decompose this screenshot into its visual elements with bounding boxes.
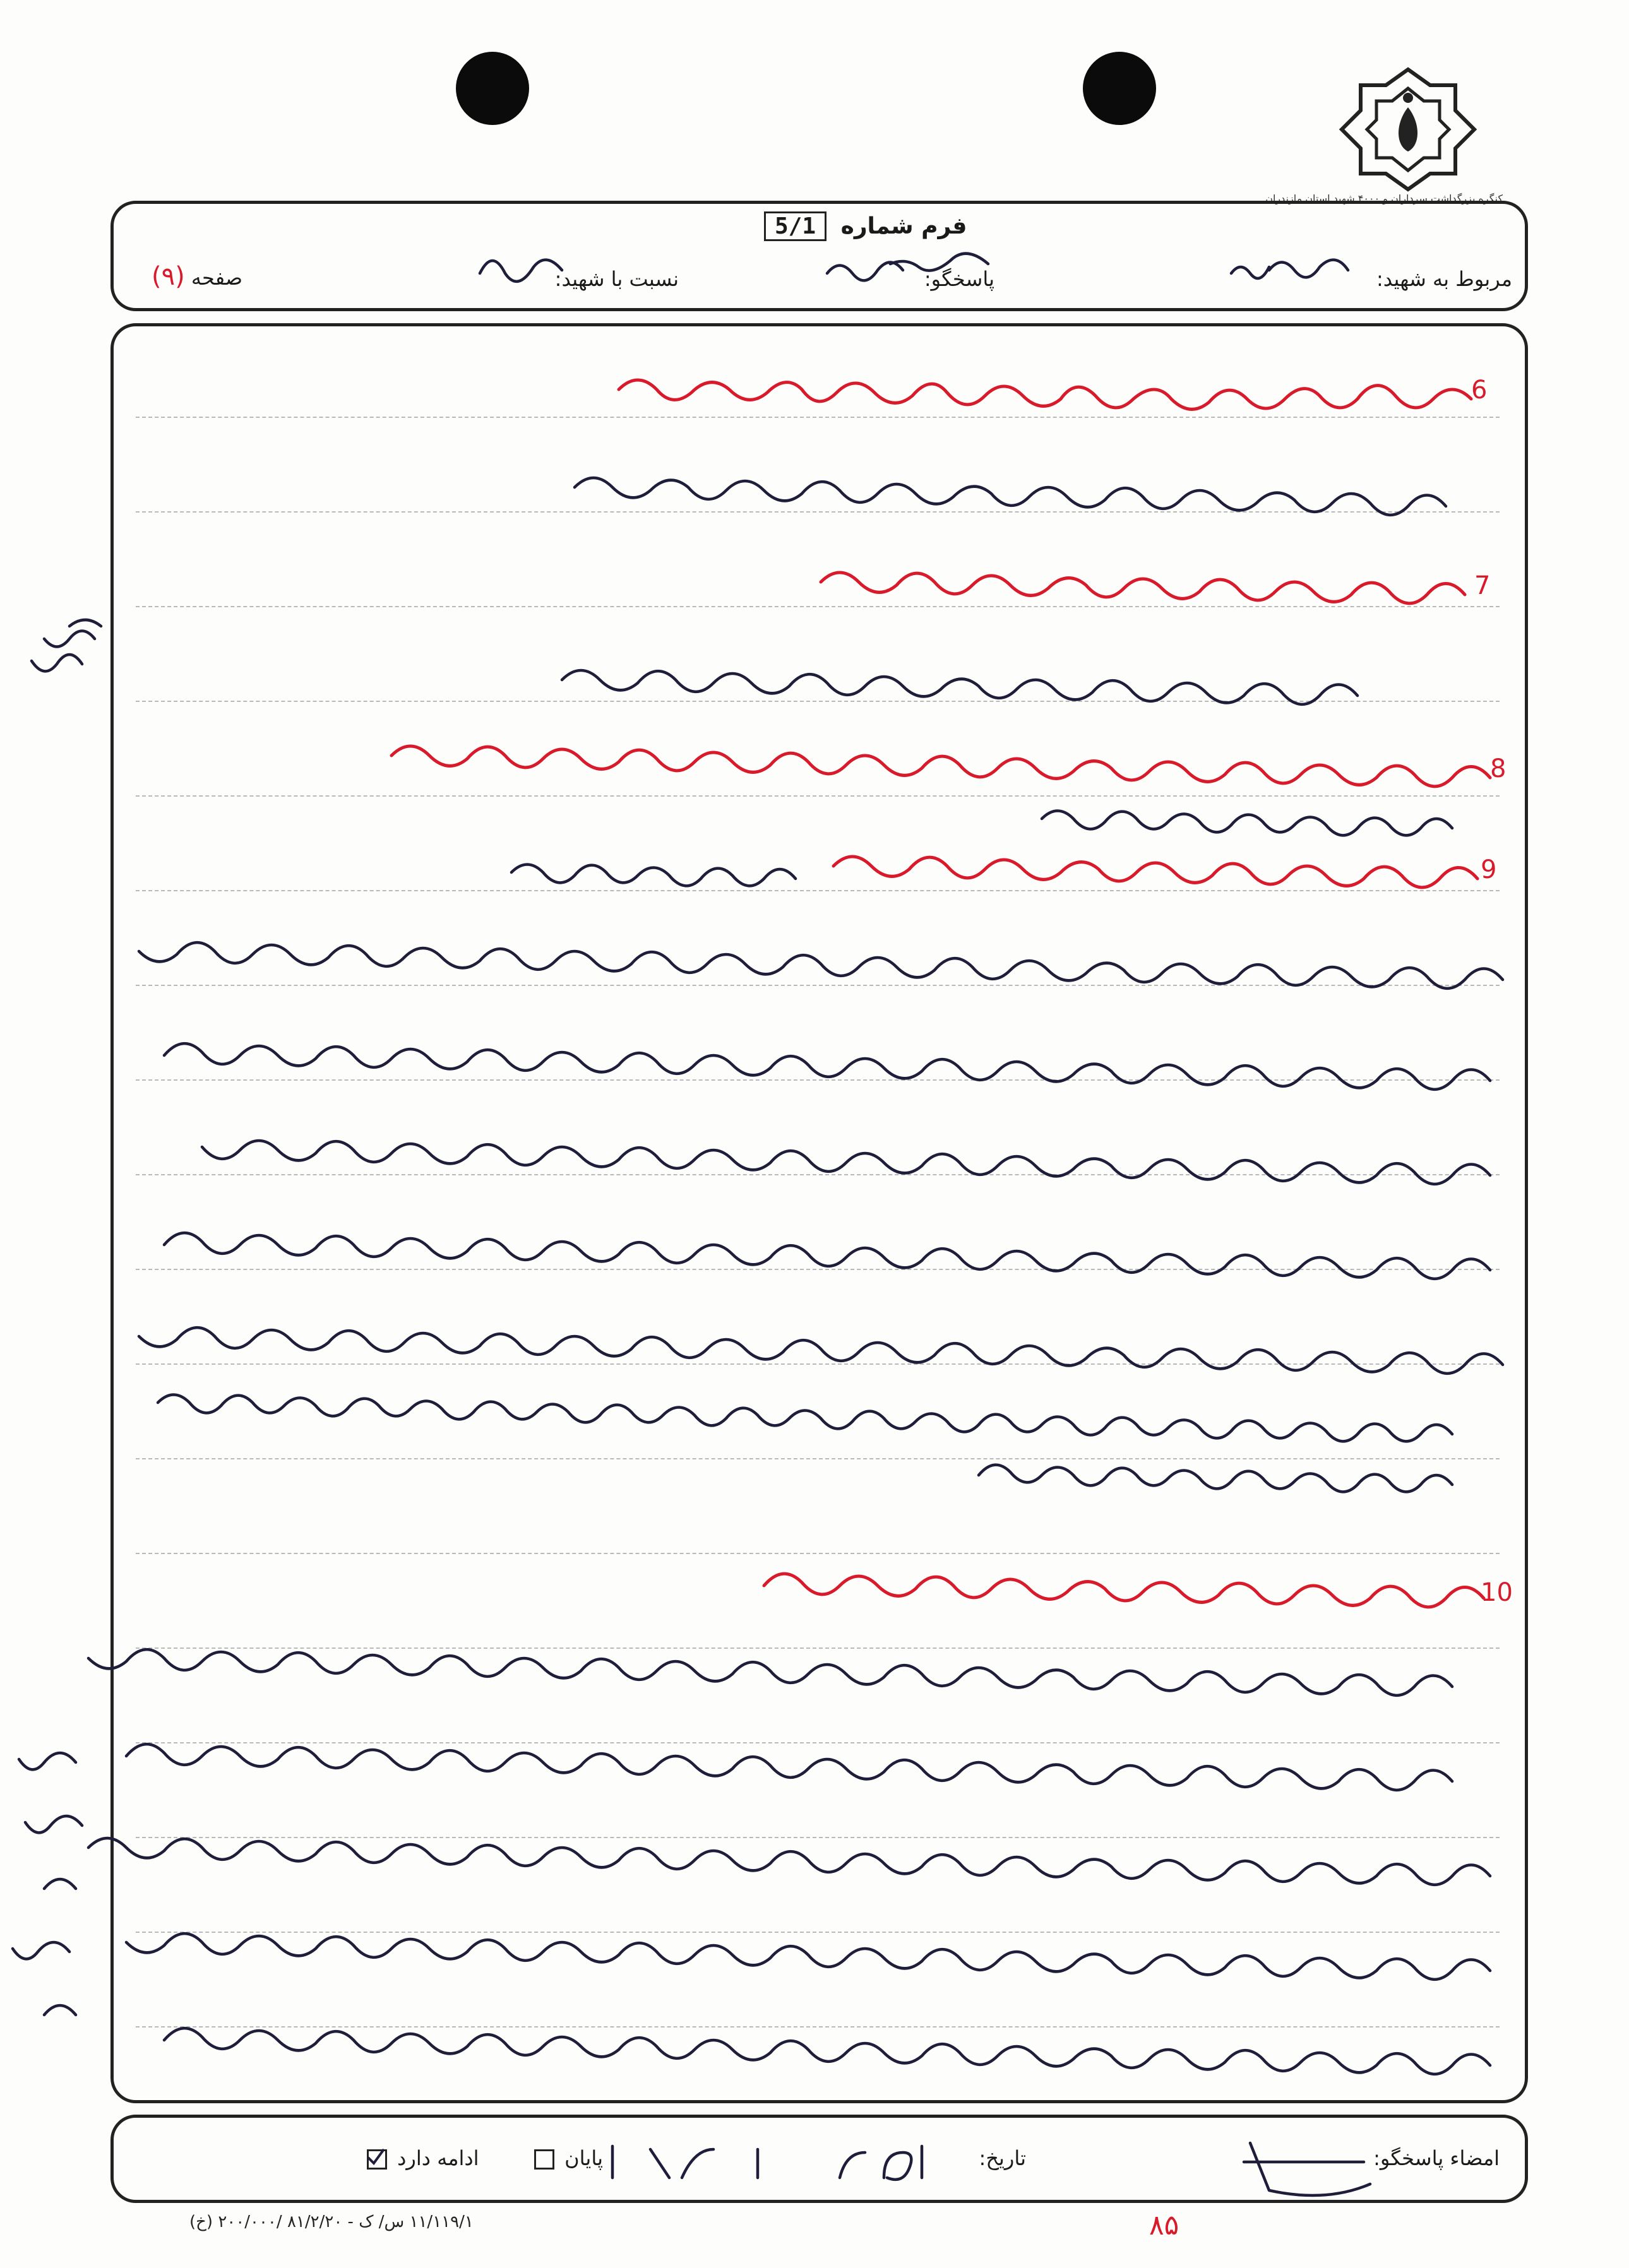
form-label: فرم شماره	[840, 213, 967, 239]
relation-label: نسبت با شهید:	[554, 267, 679, 291]
question-number-7: 7	[1474, 571, 1491, 600]
signature-label: امضاء پاسخگو:	[1373, 2146, 1500, 2170]
related-to-label: مربوط به شهید:	[1376, 267, 1512, 291]
header-handwriting	[114, 204, 1531, 314]
punch-hole-left	[456, 52, 529, 125]
end-label: پایان	[564, 2146, 603, 2170]
logo-caption: کنگره بزرگداشت سرداران و ۴۰۰۰ شهید استان مازندران	[1265, 193, 1503, 205]
question-number-9: 9	[1481, 855, 1497, 884]
respondent-label: پاسخگو:	[924, 267, 994, 291]
punch-hole-right	[1083, 52, 1156, 125]
question-number-6: 6	[1471, 376, 1488, 405]
form-number: 5/1	[764, 211, 826, 241]
handwritten-answers	[0, 323, 1629, 2103]
question-number-8: 8	[1490, 754, 1507, 783]
footer-box	[110, 2115, 1528, 2203]
continues-label: ادامه دارد	[397, 2146, 479, 2170]
answer-10-handwriting	[88, 1649, 1490, 2074]
header-box	[110, 201, 1528, 311]
page-number: (۹)	[152, 262, 185, 291]
print-code: ۱۱/۱۱۹/۱ س/ ک - ۸۱/۲/۲۰ /۲۰۰/۰۰۰ (خ)	[189, 2212, 474, 2231]
footer-handwriting	[114, 2118, 1531, 2206]
organization-logo	[1265, 63, 1503, 208]
answer-9-handwriting	[139, 942, 1503, 1492]
page-label-text: صفحه	[191, 266, 243, 290]
date-label: تاریخ:	[979, 2146, 1026, 2170]
question-number-10: 10	[1481, 1578, 1513, 1607]
question-6-handwriting	[619, 380, 1471, 409]
organization-emblem-icon	[1313, 63, 1503, 208]
page-tally: ۸۵	[1149, 2209, 1179, 2241]
